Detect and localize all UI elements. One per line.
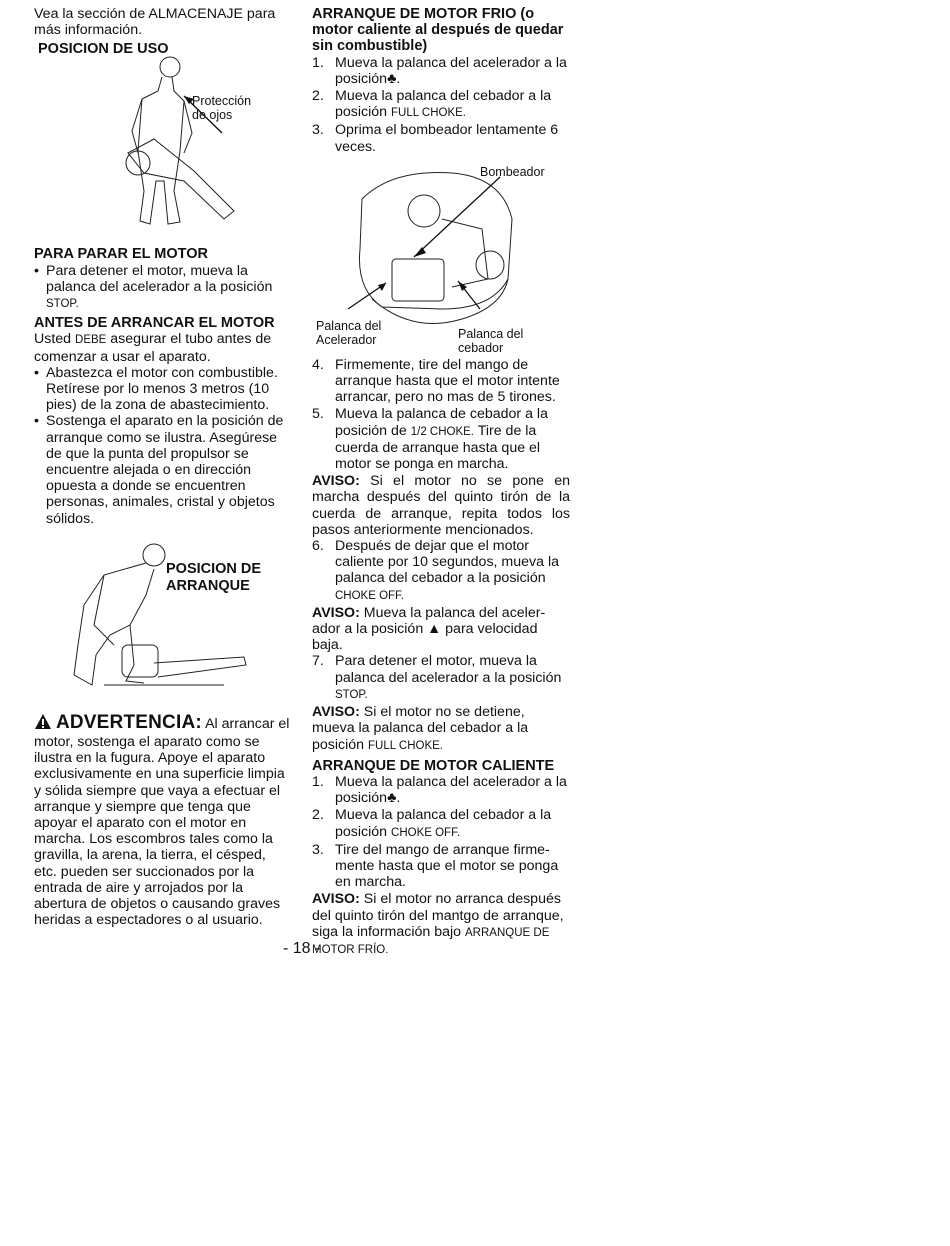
left-column	[34, 6, 292, 929]
figure-engine-controls	[312, 159, 570, 357]
notice-1: AVISO: Si el motor no se pone en marcha después del quinto tirón de la cuerda de arranque, repita todos los pasos anteriormente mencionados.	[312, 473, 570, 538]
figure-title-starting-1: POSICION DE	[166, 560, 262, 577]
list-item: 3. Oprima el bombeador lentamente 6 veces.	[312, 122, 559, 155]
intro-text: Vea la sección de ALMACENAJE para más información.	[34, 6, 276, 39]
primer-label: Bombeador	[480, 164, 545, 179]
operator-blower-illustration	[34, 41, 292, 236]
list-item: • Abastezca el motor con combustible. Retírese por lo menos 3 metros (10 pies) de la zona de abastecimiento.	[34, 365, 292, 414]
eye-protection-label: Protección de ojos	[192, 94, 252, 123]
page-number: - 18 -	[283, 940, 321, 957]
figure-starting-position	[34, 535, 292, 703]
list-item: 7. Para detener el motor, mueva la palanca del acelerador a la posición STOP.	[312, 653, 562, 701]
list-item: 6. Después de dejar que el motor caliente por 10 segundos, mueva la palanca del cebador a la posición CHOKE OFF.	[312, 538, 559, 602]
warning-block	[34, 713, 292, 929]
turtle-icon: ▲	[427, 621, 442, 638]
throttle-lever-label: Palanca del Acelerador	[316, 318, 382, 347]
list-item: 2. Mueva la palanca del cebador a la posición CHOKE OFF.	[312, 807, 552, 840]
step-6-list	[312, 538, 570, 604]
list-item: 3. Tire del mango de arranque firme-mente hasta que el motor se ponga en marcha.	[312, 841, 559, 891]
list-item: 1. Mueva la palanca del acelerador a la posición♣.	[312, 54, 567, 87]
list-item: 2. Mueva la palanca del cebador a la posición FULL CHOKE.	[312, 88, 552, 121]
stop-engine-list	[34, 263, 292, 313]
cold-start-steps	[312, 55, 570, 155]
warning-triangle-icon	[34, 713, 52, 734]
list-item: 4. Firmemente, tire del mango de arranque hasta que el motor intente arrancar, pero no mas de 5 tirones.	[312, 356, 560, 406]
warning-title: ADVERTENCIA:	[55, 711, 202, 733]
notice-2: AVISO: Mueva la palanca del aceler-ador a la posición ▲ para velocidad baja.	[312, 604, 546, 654]
cold-start-steps-continued	[312, 357, 570, 472]
notice-4: AVISO: Si el motor no arranca después del quinto tirón del mantgo de arranque, siga la información bajo ARRANQUE DE MOTOR FRÍO.	[312, 891, 564, 956]
figure-operating-position	[34, 41, 292, 236]
warm-start-heading: ARRANQUE DE MOTOR CALIENTE	[312, 757, 555, 774]
before-start-list	[34, 365, 292, 527]
list-item: • Para detener el motor, mueva la palanca del acelerador a la posición STOP.	[34, 263, 292, 313]
figure-title-starting-2: ARRANQUE	[166, 577, 250, 594]
right-column	[312, 6, 570, 958]
notice-3: AVISO: Si el motor no se detiene, mueva la palanca del cebador a la posición FULL CHOKE.	[312, 704, 529, 753]
rabbit-icon: ♣	[387, 790, 397, 807]
warning-text: Al arrancar el motor, sostenga el aparato como se ilustra en la fugura. Apoye el aparato exclusivamente en una superficie limpia y sólida siempre que vaya a efectuar el arranque y siempre que tenga que apoyar el aparato con el motor en marcha. Los escombros tales como la gravilla, la arena, la tierra, el césped, etc. pueden ser succionados por la entrada de aire y arrojados por la abertura de objetos o causando graves heridas a espectadores o al usuario.	[34, 715, 290, 929]
list-item: 5. Mueva la palanca de cebador a la posición de 1/2 CHOKE. Tire de la cuerda de arranque hasta que el motor se ponga en marcha.	[312, 406, 548, 473]
list-item: • Sostenga el aparato en la posición de arranque como se ilustra. Asegúrese de que la punta del propulsor se encuentre alejada o en dirección opuesta a donde se encuentren personas, animales, cristal y objetos sólidos.	[34, 413, 292, 526]
step-7-list	[312, 653, 570, 703]
choke-lever-label: Palanca del cebador	[458, 326, 524, 355]
cold-start-heading: ARRANQUE DE MOTOR FRIO (o motor caliente al después de quedar sin combustible)	[312, 6, 564, 55]
figure-title-operating: POSICION DE USO	[38, 41, 169, 58]
list-item: 1. Mueva la palanca del acelerador a la posición♣.	[312, 773, 567, 807]
before-start-heading: ANTES DE ARRANCAR EL MOTOR	[34, 315, 275, 332]
rabbit-icon: ♣	[387, 70, 397, 87]
stop-engine-heading: PARA PARAR EL MOTOR	[34, 246, 209, 263]
before-start-text: Usted DEBE asegurar el tubo antes de comenzar a usar el aparato.	[34, 331, 272, 365]
warm-start-steps	[312, 774, 570, 890]
